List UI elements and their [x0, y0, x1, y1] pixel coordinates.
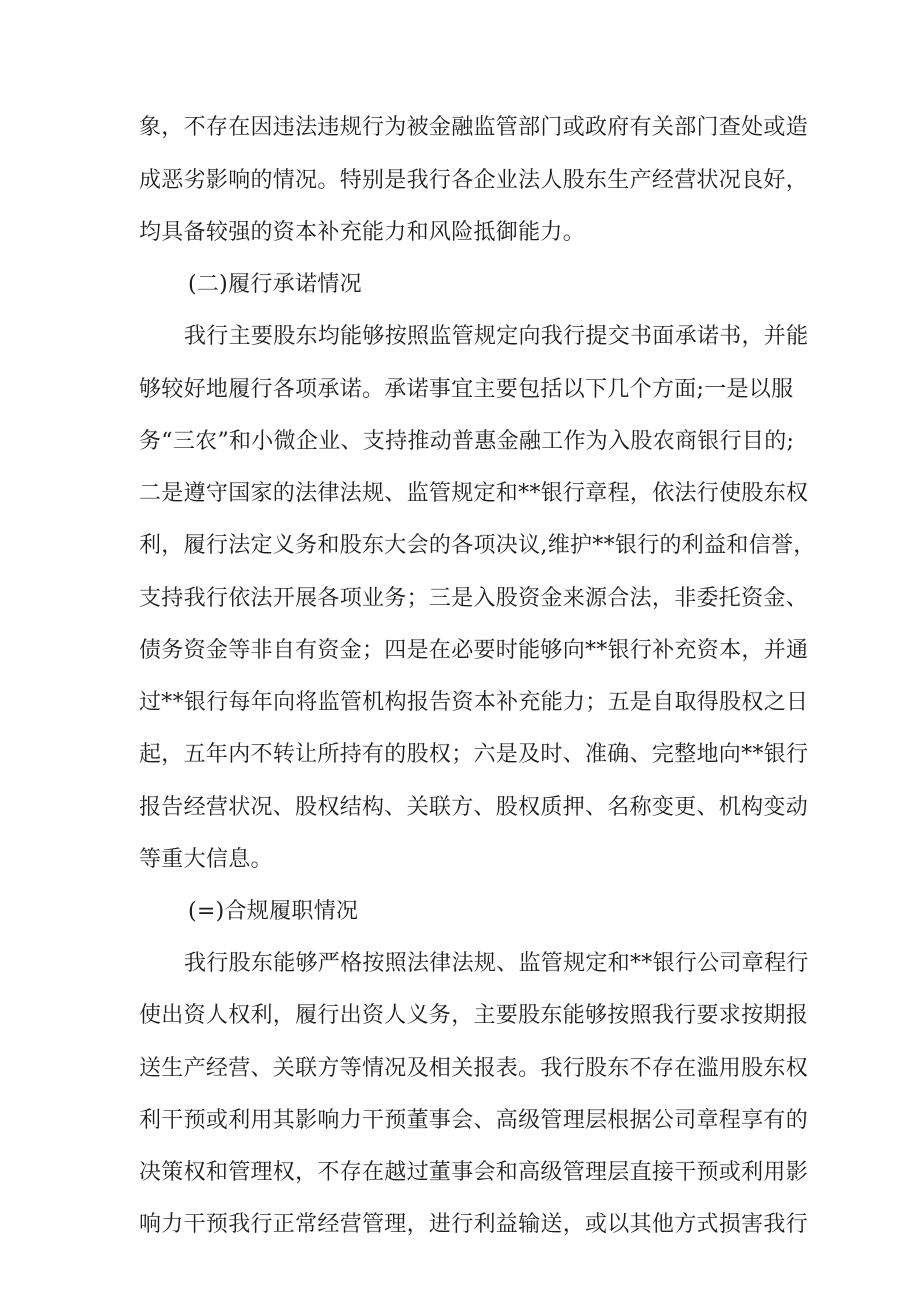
- paragraph-line: 象，不存在因违法违规行为被金融监管部门或政府有关部门查处或造: [139, 115, 809, 140]
- paragraph-line: 成恶劣影响的情况。特别是我行各企业法人股东生产经营状况良好，: [139, 168, 809, 193]
- paragraph-line: 我行股东能够严格按照法律法规、监管规定和**银行公司章程行: [184, 951, 809, 976]
- paragraph-line: 送生产经营、关联方等情况及相关报表。我行股东不存在滥用股东权: [139, 1056, 809, 1081]
- paragraph-line: 我行主要股东均能够按照监管规定向我行提交书面承诺书，并能: [184, 324, 809, 349]
- paragraph-line: 债务资金等非自有资金；四是在必要时能够向**银行补充资本，并通: [139, 638, 809, 663]
- paragraph-line: 响力干预我行正常经营管理，进行利益输送，或以其他方式损害我行: [139, 1212, 809, 1237]
- paragraph-line: 等重大信息。: [139, 847, 273, 872]
- paragraph-line: 够较好地履行各项承诺。承诺事宜主要包括以下几个方面;一是以服: [139, 377, 794, 402]
- paragraph-line: 利干预或利用其影响力干预董事会、高级管理层根据公司章程享有的: [139, 1108, 809, 1133]
- paragraph-line: 利，履行法定义务和股东大会的各项决议,维护**银行的利益和信誉，: [139, 533, 816, 558]
- paragraph-line: 务“三农”和小微企业、支持推动普惠金融工作为入股农商银行目的;: [139, 429, 795, 454]
- section-heading-compliance: (=)合规履职情况: [188, 899, 359, 924]
- paragraph-line: 使出资人权利，履行出资人义务，主要股东能够按照我行要求按期报: [139, 1003, 809, 1028]
- paragraph-line: 二是遵守国家的法律法规、监管规定和**银行章程，依法行使股东权: [139, 481, 809, 506]
- paragraph-line: 过**银行每年向将监管机构报告资本补充能力；五是自取得股权之日: [139, 690, 809, 715]
- paragraph-line: 均具备较强的资本补充能力和风险抵御能力。: [139, 220, 586, 245]
- section-heading-fulfil-commitments: (二)履行承诺情况: [188, 272, 362, 297]
- paragraph-line: 支持我行依法开展各项业务；三是入股资金来源合法，非委托资金、: [139, 586, 809, 611]
- paragraph-line: 起，五年内不转让所持有的股权；六是及时、准确、完整地向**银行: [139, 742, 809, 767]
- paragraph-line: 报告经营状况、股权结构、关联方、股权质押、名称变更、机构变动: [139, 795, 809, 820]
- paragraph-line: 决策权和管理权，不存在越过董事会和高级管理层直接干预或利用影: [139, 1160, 809, 1185]
